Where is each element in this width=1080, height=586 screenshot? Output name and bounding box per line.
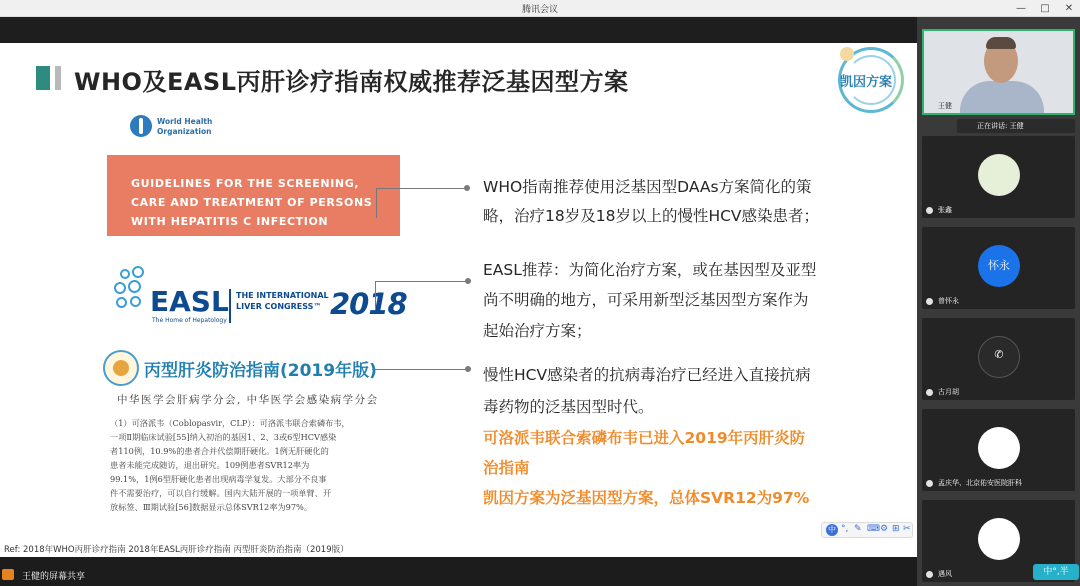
bullet-icon — [465, 366, 471, 372]
grid-icon[interactable]: ⊞ — [892, 524, 900, 534]
who-guideline-line: GUIDELINES FOR THE SCREENING, — [131, 177, 360, 190]
paragraph-line: （1）可洛派韦（Coblopasvir，CLP）：可洛派韦联合索磷布韦， — [110, 418, 350, 428]
easl-bubble-icon — [114, 282, 126, 294]
easl-point-line: 尚不明确的地方，可采用新型泛基因型方案作为 — [483, 291, 809, 309]
connector-line — [372, 369, 468, 370]
highlight-line: 凯因方案为泛基因型方案，总体SVR12为97% — [483, 489, 810, 507]
participant-tile[interactable] — [922, 136, 1075, 218]
avatar — [978, 518, 1020, 560]
ime-status-badge[interactable]: 中°,半 — [1033, 564, 1079, 580]
speaking-indicator: 正在讲话: 王健 — [957, 119, 1075, 133]
window-title: 腾讯会议 — [521, 5, 558, 15]
paragraph-line: 一项Ⅱ期临床试验[55]纳入初治的基因1、2、3或6型HCV感染 — [110, 432, 337, 442]
hcv-point-line: 毒药物的泛基因型时代。 — [483, 398, 654, 416]
participant-panel — [917, 17, 1080, 586]
paragraph-line: 者110例，10.9%的患者合并代偿期肝硬化。1例无肝硬化的 — [110, 446, 329, 456]
title-bar — [0, 0, 1080, 17]
hcv-point-line: 慢性HCV感染者的抗病毒治疗已经进入直接抗病 — [483, 366, 811, 384]
who-logo — [130, 114, 250, 138]
easl-point-line: EASL推荐：为简化治疗方案，或在基因型及亚型 — [483, 261, 817, 279]
easl-congress-line2: LIVER CONGRESS™ — [236, 302, 322, 311]
connector-line — [375, 281, 376, 308]
mic-icon — [926, 298, 933, 305]
highlight-line: 治指南 — [483, 459, 530, 477]
screen-share-icon — [2, 569, 14, 580]
connector-line — [376, 188, 377, 218]
share-status-bar — [0, 557, 917, 586]
easl-tagline: The Home of Hepatology — [152, 317, 227, 324]
association-emblem-icon — [103, 350, 139, 386]
hep-guideline-paragraph — [110, 416, 400, 514]
share-top-strip — [0, 17, 917, 43]
mic-icon — [926, 389, 933, 396]
participant-tile[interactable] — [922, 318, 1075, 400]
easl-bubble-icon — [128, 280, 141, 293]
brand-logo-text: 凯因方案 — [840, 75, 893, 90]
paragraph-line: 患者未能完成随访，退出研究。109例患者SVR12率为 — [110, 460, 310, 470]
brand-logo — [834, 45, 912, 125]
paragraph-line: 99.1%，1例6型肝硬化患者出现病毒学复发。大部分不良事 — [110, 474, 327, 484]
who-guideline-cover — [107, 155, 400, 236]
easl-name: EASL — [150, 285, 229, 318]
easl-logo — [112, 265, 407, 329]
scissors-icon[interactable]: ✂ — [903, 524, 911, 534]
who-point-line: WHO指南推荐使用泛基因型DAAs方案简化的策 — [483, 178, 812, 196]
who-emblem-icon — [130, 115, 152, 137]
easl-year: 2018 — [330, 287, 407, 321]
title-accent-bar — [36, 66, 50, 90]
who-logo-line2: Organization — [157, 127, 212, 136]
participant-name: 遇风 — [938, 570, 952, 578]
avatar — [978, 154, 1020, 196]
keyboard-icon[interactable]: ⌨ — [867, 524, 880, 534]
close-button[interactable]: ✕ — [1064, 3, 1074, 14]
easl-bubble-icon — [116, 297, 127, 308]
settings-icon[interactable]: ⚙ — [880, 524, 889, 534]
slide-title: WHO及EASL丙肝诊疗指南权威推荐泛基因型方案 — [74, 68, 629, 96]
connector-line — [376, 188, 466, 189]
participant-name: 孟庆华、北京佑安医院肝科 — [938, 479, 1022, 487]
title-accent-bar-secondary — [55, 66, 61, 90]
brand-logo-dot — [840, 47, 854, 61]
bullet-icon — [465, 278, 471, 284]
toolbar-punct-button[interactable]: °, — [841, 524, 849, 534]
easl-bubble-icon — [130, 296, 141, 307]
bullet-icon — [464, 185, 470, 191]
participant-tile[interactable] — [922, 409, 1075, 491]
mic-icon — [926, 480, 933, 487]
easl-separator — [229, 289, 231, 323]
maximize-button[interactable]: □ — [1040, 3, 1050, 14]
easl-point-line: 起始治疗方案； — [483, 322, 592, 340]
easl-congress-line1: THE INTERNATIONAL — [236, 291, 329, 300]
easl-bubble-icon — [132, 266, 144, 278]
speaker-hair — [986, 37, 1016, 49]
mic-icon — [926, 207, 933, 214]
hep-guideline-title: 丙型肝炎防治指南(2019年版) — [144, 361, 377, 381]
mic-icon — [926, 571, 933, 578]
avatar — [978, 427, 1020, 469]
slide-toolbar — [821, 522, 913, 538]
paragraph-line: 件不需要治疗，可以自行缓解。国内大陆开展的一项单臂、开 — [110, 488, 332, 498]
shared-slide — [0, 43, 917, 557]
connector-line — [375, 281, 468, 282]
active-speaker-tile[interactable] — [922, 29, 1075, 115]
participant-tile[interactable] — [922, 227, 1075, 309]
paragraph-line: 放标签、Ⅲ期试验[56]数据显示总体SVR12率为97%。 — [110, 502, 313, 512]
easl-bubble-icon — [120, 269, 130, 279]
avatar-initials: 怀永 — [988, 259, 1010, 272]
hep-guideline-org: 中华医学会肝病学分会, 中华医学会感染病学分会 — [117, 394, 379, 406]
who-logo-line1: World Health — [157, 117, 213, 126]
phone-icon: ✆ — [994, 348, 1004, 361]
who-guideline-line: CARE AND TREATMENT OF PERSONS — [131, 196, 373, 209]
participant-name: 张鑫 — [938, 206, 952, 214]
share-status-text: 王健的屏幕共享 — [22, 572, 86, 582]
highlight-line: 可洛派韦联合索磷布韦已进入2019年丙肝炎防 — [483, 429, 806, 447]
pen-icon[interactable]: ✎ — [854, 524, 862, 534]
participant-name: 王健 — [938, 102, 952, 110]
speaker-body — [960, 81, 1044, 115]
ime-logo-icon[interactable]: 中 — [828, 525, 836, 534]
reference-text: Ref: 2018年WHO丙肝诊疗指南 2018年EASL丙肝诊疗指南 丙型肝炎防治指南（2019版） — [4, 545, 349, 555]
minimize-button[interactable]: — — [1016, 3, 1026, 14]
who-guideline-line: WITH HEPATITIS C INFECTION — [131, 215, 329, 228]
participant-name: 古月胡 — [938, 388, 959, 396]
who-point-line: 略，治疗18岁及18岁以上的慢性HCV感染患者； — [483, 207, 820, 225]
participant-name: 曾怀永 — [938, 297, 959, 305]
